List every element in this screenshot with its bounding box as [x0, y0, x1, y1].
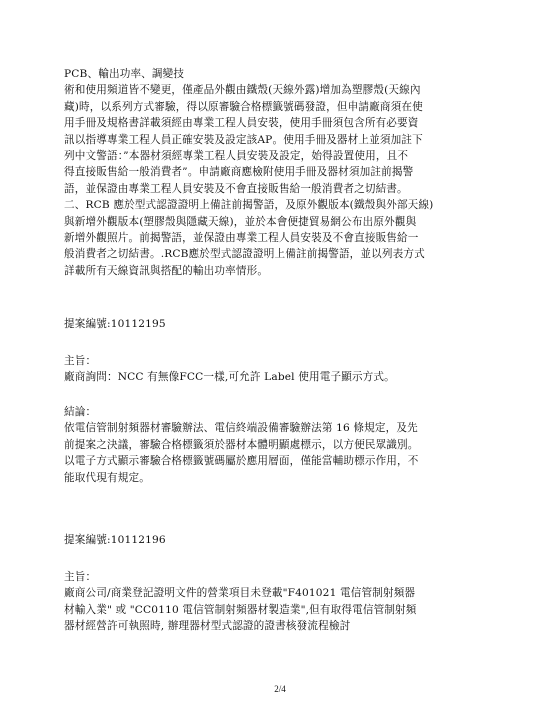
conclusion-line: 能取代現有規定。	[64, 471, 150, 484]
proposal-1-conclusion	[64, 404, 498, 486]
subject-line: 廠商公司/商業登記證明文件的營業項目未登載"F401021 電信管制射頻器	[64, 587, 416, 600]
section-1-line: 得直接販售給一般消費者”。申請廠商應檢附使用手冊及器材須加註前揭警	[64, 166, 414, 179]
conclusion-line: 以電子方式顯示審驗合格標籤號碼屬於應用層面，僅能當輔助標示作用，不	[64, 455, 419, 468]
subject-label: 主旨：	[64, 571, 97, 583]
conclusion-line: 前提案之決議，審驗合格標籤須於器材本體明顯處標示，以方便民眾識別。	[64, 438, 419, 451]
section-1-line: 語，並保證由專業工程人員安裝及不會直接販售給一般消費者之切結書。	[64, 182, 408, 195]
subject-label: 主旨：	[64, 355, 97, 367]
section-1-text	[64, 66, 498, 279]
conclusion-label: 結論：	[64, 406, 97, 418]
section-1-line: 列中文警語：”本器材須經專業工程人員安裝及設定，始得設置使用，且不	[64, 149, 409, 162]
proposal-1-subject	[64, 353, 498, 386]
subject-text: 廠商詢問：NCC 有無像FCC一樣,可允許 Label 使用電子顯示方式。	[64, 371, 395, 384]
proposal-2	[64, 532, 498, 548]
subject-line: 器材經營許可執照時, 辦理器材型式認證的證書核發流程檢討	[64, 620, 351, 633]
section-1-heading: PCB、輸出功率、調變技	[64, 68, 185, 80]
proposal-2-subject	[64, 569, 498, 635]
subject-line: 材輸入業" 或 "CC0110 電信管制射頻器材製造業",但有取得電信管制射頻	[64, 603, 417, 616]
section-1-line: 新增外觀照片。前揭警語，並保證由專業工程人員安裝及不會直接販售給一	[64, 231, 419, 244]
section-1-line: 般消費者之切結書。.RCB應於型式認證證明上備註前揭警語，並以列表方式	[64, 248, 425, 261]
proposal-2-number: 提案編號:10112196	[64, 534, 166, 546]
section-1-line: 詳載所有天線資訊與搭配的輸出功率情形。	[64, 264, 269, 277]
section-1-line: 與新增外觀版本(塑膠殼與隱藏天線)，並於本會便捷貿易網公布出原外觀與	[64, 215, 417, 228]
section-1-line: 藏)時，以系列方式審驗，得以原審驗合格標籤號碼發證，但申請廠商須在使	[64, 100, 423, 113]
section-1-line: 訊以指導專業工程人員正確安裝及設定該AP。使用手冊及器材上並須加註下	[64, 133, 423, 146]
page-number: 2/4	[274, 684, 286, 694]
conclusion-line: 依電信管制射頻器材審驗辦法、電信終端設備審驗辦法第 16 條規定，及先	[64, 422, 418, 435]
section-1-line: 用手冊及規格書詳載須經由專業工程人員安裝，使用手冊須包含所有必要資	[64, 117, 419, 130]
proposal-1	[64, 316, 498, 332]
proposal-1-number: 提案編號:10112195	[64, 318, 166, 330]
section-1-line: 術和使用頻道皆不變更，僅產品外觀由鐵殼(天線外露)增加為塑膠殼(天線內	[64, 84, 421, 97]
section-1-line: 二、RCB 應於型式認證證明上備註前揭警語，及原外觀版本(鐵殼與外部天線)	[64, 199, 434, 212]
